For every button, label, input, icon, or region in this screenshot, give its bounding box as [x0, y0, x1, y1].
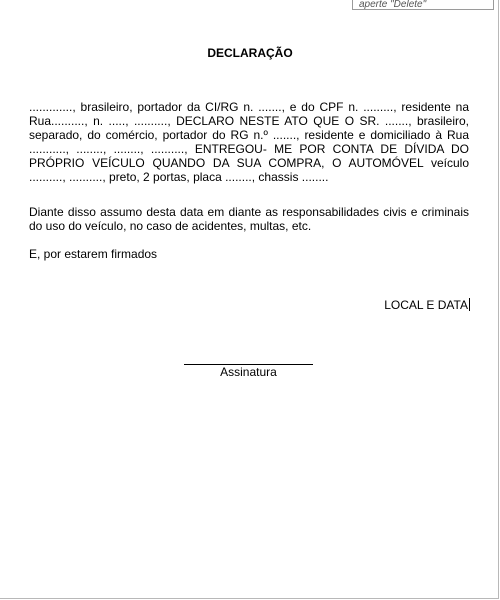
declaration-paragraph[interactable]: ............., brasileiro, portador da CI/RG n. ......., e do CPF n. ........., residente na Rua.........., n. ....., .........., DECLARO NESTE ATO QUE O SR. ......., brasileiro, separado, do comércio, portador do RG n.º ......., residente e domiciliado à Rua ..........., ........, ........, .........., ENTREGOU- ME POR CONTA DE DÍVIDA DO PRÓPRIO VEÍCULO QUANDO DA SUA COMPRA, O AUTOMÓVEL veículo .........., .........., preto, 2 portas, placa ........, chassis ........ — [29, 100, 469, 184]
text-cursor — [469, 298, 470, 311]
responsibility-paragraph[interactable]: Diante disso assumo desta data em diante as responsabilidades civis e criminais do uso do veículo, no caso de acidentes, multas, etc. — [29, 205, 469, 233]
signature-label: Assinatura — [220, 365, 277, 379]
local-date-field[interactable] — [384, 298, 470, 312]
delete-hint-box — [352, 0, 494, 10]
local-date-text: LOCAL E DATA — [384, 298, 468, 312]
delete-hint-text: aperte "Delete" — [359, 0, 427, 10]
document-title: DECLARAÇÃO — [207, 46, 293, 60]
closing-paragraph[interactable]: E, por estarem firmados — [29, 247, 158, 261]
